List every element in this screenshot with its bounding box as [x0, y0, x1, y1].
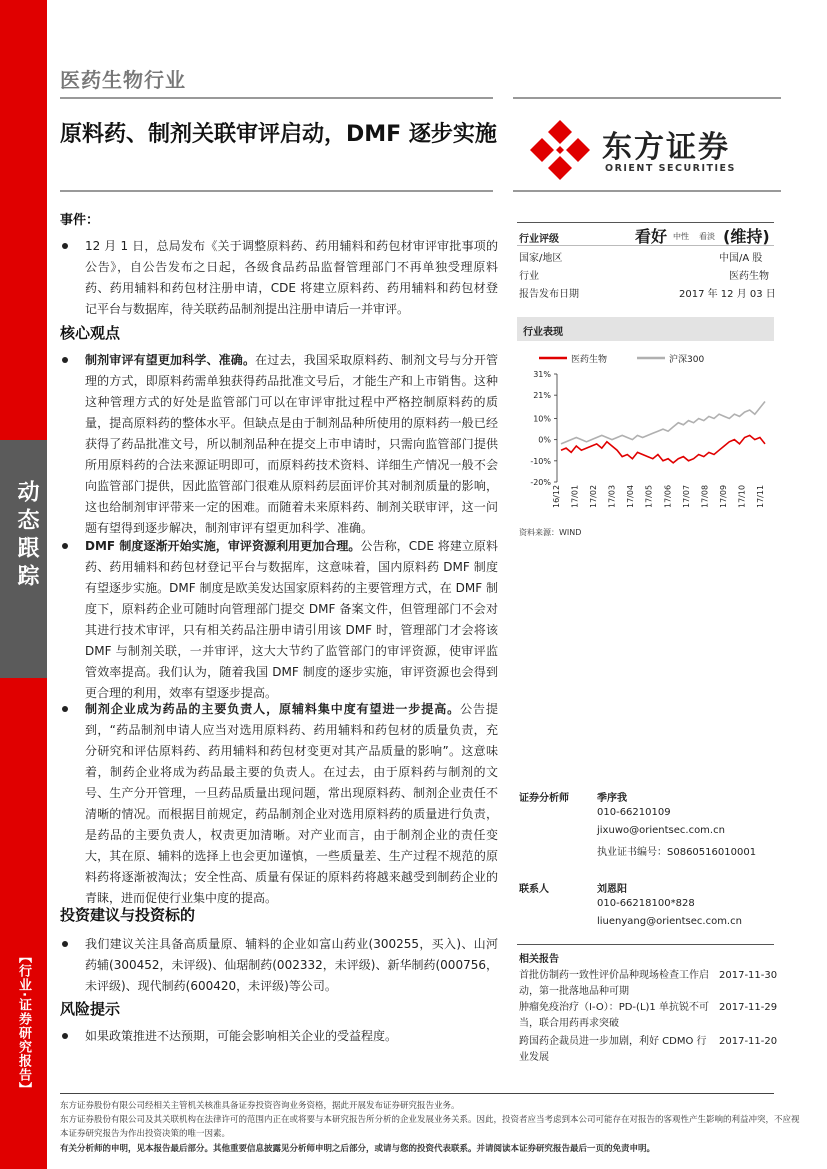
rating-value: 看好: [635, 227, 668, 246]
rating-row-value: 中国/A 股: [719, 253, 763, 264]
rating-bearish: 看淡: [699, 232, 715, 241]
sidebar-section-label: 动态跟踪: [14, 480, 39, 592]
chart-x-tick-label: 17/09: [718, 484, 728, 508]
event-text: 12 月 1 日，总局发布《关于调整原料药、药用辅料和药包材审评审批事项的公告》，自公告发布之日起，各级食品药品监督管理部门不再单独受理原料药、药用辅料和药包材注册申请，CDE 将建立原料药、药用辅料和药包材登记平台与数据库，待关联药品制剂提出注册申请后一并审评。: [85, 239, 498, 316]
chart-x-tick-label: 17/11: [756, 484, 765, 508]
risk-text: 如果政策推进不达预期，可能会影响相关企业的受益程度。: [85, 1029, 398, 1043]
performance-chart: [517, 344, 774, 524]
contact-phone: 010-66218100*828: [597, 898, 695, 909]
chart-y-tick-label: -20%: [530, 478, 551, 487]
rating-row-line: [517, 245, 774, 246]
analyst-name: 季序我: [597, 793, 627, 804]
core-point-2-text: 公告称，CDE 将建立原料药、药用辅料和药包材登记平台与数据库，这意味着，国内原料药 DMF 制度有望逐步实施。DMF 制度是欧美发达国家原料药的主要管理方式，在 DMF 制度下，原料药企业可随时向管理部门提交 DMF 备案文件，但管理部门不会对其进行技术审评，只有相关药品注册申请引用该 DMF 时，管理部门才会将该 DMF 与制剂关联，一并审评，这大大节约了监管部门的审评资源，使审评监管效率提高。我们认为，随着我国 DMF 制度的逐步实施，审评资源也会得到更合理的利用，效率有望逐步提高。: [85, 539, 498, 700]
rating-row-label: 国家/地区: [519, 253, 563, 264]
chart-x-tick-label: 17/03: [607, 484, 617, 508]
analyst-license: 执业证书编号：S0860516010001: [597, 847, 757, 858]
core-point-3-text: 公告提到，“药品制剂申请人应当对选用原料药、药用辅料和药包材的质量负责，充分研究和评估原料药、药用辅料和药包材变更对其产品质量的影响”。这意味着，制药企业将成为药品最主要的负责人。在过去，由于原料药与制剂的文号、生产分开管理，一旦药品质量出现问题，常出现原料药、制剂企业责任不清晰的情况。而根据目前规定，药品制剂企业对选用原料药的质量进行负责，是药品的主要负责人，权责更加清晰。对产业而言，由于制剂企业的责任变大，其在原、辅料的选择上也会更加谨慎，一些质量差、生产过程不规范的原料药将逐渐被淘汰；安全性高、质量有保证的原料药将越来越受到制药企业的青睐，进而促使行业集中度的提高。: [85, 702, 498, 905]
contact-email[interactable]: liuenyang@orientsec.com.cn: [597, 916, 742, 927]
bullet-icon: [62, 357, 68, 363]
sidebar-section-block: [0, 440, 47, 678]
core-point-2-lead: DMF 制度逐渐开始实施，审评资源利用更加合理。: [85, 539, 361, 553]
related-report-date: 2017-11-29: [719, 1002, 778, 1013]
chart-y-tick-label: -10%: [530, 456, 551, 466]
related-report-title[interactable]: 首批仿制药一致性评价品种现场检查工作启动，第一批落地品种可期: [519, 970, 709, 997]
chart-series-line-hs300: [561, 402, 765, 444]
analyst-email[interactable]: jixuwo@orientsec.com.cn: [597, 825, 725, 836]
header-divider-right: [513, 97, 781, 99]
core-point-3-lead: 制剂企业成为药品的主要负责人，原辅料集中度有望进一步提高。: [85, 702, 461, 716]
rating-status: (维持): [723, 227, 770, 246]
related-report-title[interactable]: 跨国药企裁员进一步加剧，利好 CDMO 行业发展: [519, 1036, 707, 1063]
chart-y-tick-label: 10%: [533, 414, 551, 424]
rating-row-value: 2017 年 12 月 03 日: [679, 289, 776, 300]
core-point-1-lead: 制剂审评有望更加科学、准确。: [85, 353, 256, 367]
bullet-icon: [62, 706, 68, 712]
orient-logo-icon: [528, 118, 592, 182]
chart-x-tick-label: 17/06: [663, 484, 673, 508]
footer-divider: [60, 1093, 774, 1094]
chart-x-tick-label: 17/05: [644, 484, 654, 508]
rating-row-label: 行业: [519, 271, 539, 282]
performance-header: [517, 317, 774, 341]
sidebar-report-type: 【行业·证券研究报告】: [16, 950, 31, 1096]
core-point-3: [85, 699, 498, 909]
related-top-line: [517, 944, 774, 945]
bullet-icon: [62, 243, 68, 249]
core-point-1: [85, 350, 498, 539]
rating-top-line: [517, 222, 774, 223]
rating-row-label: 报告发布日期: [519, 289, 579, 300]
analyst-phone: 010-66210109: [597, 807, 671, 818]
bullet-icon: [62, 543, 68, 549]
related-report-title[interactable]: 肿瘤免疫治疗（I-O）：PD-(L)1 单抗锐不可当，联合用药再求突破: [519, 1002, 709, 1029]
contact-name: 刘恩阳: [597, 884, 627, 895]
event-heading: 事件：: [60, 213, 100, 228]
chart-y-tick-label: 31%: [533, 370, 551, 379]
core-heading: 核心观点: [60, 324, 121, 342]
risk-heading: 风险提示: [60, 1000, 121, 1018]
chart-x-tick-label: 17/10: [737, 484, 747, 508]
core-point-2: [85, 536, 498, 704]
chart-source: 资料来源：WIND: [519, 528, 582, 537]
chart-x-tick-label: 17/08: [700, 484, 710, 508]
bullet-icon: [62, 1033, 68, 1039]
rating-neutral: 中性: [673, 232, 689, 241]
footer-line-2: 东方证券股份有限公司及其关联机构在法律许可的范围内正在或将要与本研究报告所分析的企业发展业务关系。因此，投资者应当考虑到本公司可能存在对报告的客观性产生影响的利益冲突，不应视本证券研究报告为作出投资决策的唯一因素。: [60, 1115, 800, 1139]
analyst-role: 证券分析师: [519, 793, 569, 804]
title-divider: [60, 190, 493, 192]
chart-x-tick-label: 17/01: [570, 484, 580, 508]
chart-x-tick-label: 17/04: [626, 484, 636, 508]
chart-x-tick-label: 17/02: [589, 484, 599, 508]
chart-x-tick-label: 16/12: [552, 484, 561, 508]
chart-y-tick-label: 21%: [533, 391, 551, 401]
invest-heading: 投资建议与投资标的: [60, 906, 196, 924]
chart-x-tick-label: 17/07: [681, 484, 691, 508]
related-heading: 相关报告: [519, 954, 559, 965]
footer-line-1: 东方证券股份有限公司经相关主管机关核准具备证券投资咨询业务资格，据此开展发布证券研究报告业务。: [60, 1101, 460, 1111]
legend-label-pharma: 医药生物: [571, 355, 608, 365]
rating-row-value: 医药生物: [729, 271, 769, 282]
header-divider: [60, 97, 493, 99]
title-divider-right: [513, 190, 781, 192]
performance-heading: 行业表现: [523, 327, 563, 338]
rating-label: 行业评级: [519, 234, 559, 245]
contact-role: 联系人: [519, 884, 549, 895]
invest-text: 我们建议关注具备高质量原、辅料的企业如富山药业(300255，买入)、山河药辅(300452，未评级)、仙琚制药(002332，未评级)、新华制药(000756，未评级)、现代制药(600420，未评级)等公司。: [85, 937, 498, 993]
footer-line-3: 有关分析师的申明，见本报告最后部分。其他重要信息披露见分析师申明之后部分，或请与您的投资代表联系。并请阅读本证券研究报告最后一页的免责申明。: [60, 1144, 656, 1154]
industry-name: 医药生物行业: [60, 68, 186, 92]
chart-y-tick-label: 0%: [538, 435, 551, 445]
legend-label-hs300: 沪深300: [669, 355, 705, 365]
page-title: 原料药、制剂关联审评启动，DMF 逐步实施: [60, 122, 497, 147]
logo-chinese-name: 东方证券: [602, 130, 730, 165]
related-report-date: 2017-11-30: [719, 970, 778, 981]
related-report-date: 2017-11-20: [719, 1036, 778, 1047]
core-point-1-text: 在过去，我国采取原料药、制剂文号与分开管理的方式，即原料药需单独获得药品批准文号后，才能生产和上市销售。这种这种管理方式的好处是监管部门可以在审评审批过程中严格控制原料药的质量，提高原料药的整体水平。但缺点是由于制剂品种所使用的原料药一般已经获得了药品批准文号，所以制剂品种在提交上市申请时，只需向监管部门提供所用原料药的合法来源证明即可，而原料药技术资料、详细生产情况一般不会向监管部门提供，因此监管部门很难从原料药层面评价其对制剂质量的影响，这也给制剂审评带来一定的困难。而随着未来原料药、制剂关联审评，这一问题有望得到逐步解决，制剂审评有望更加科学、准确。: [85, 353, 498, 535]
bullet-icon: [62, 941, 68, 947]
logo-english-name: ORIENT SECURITIES: [605, 163, 736, 174]
